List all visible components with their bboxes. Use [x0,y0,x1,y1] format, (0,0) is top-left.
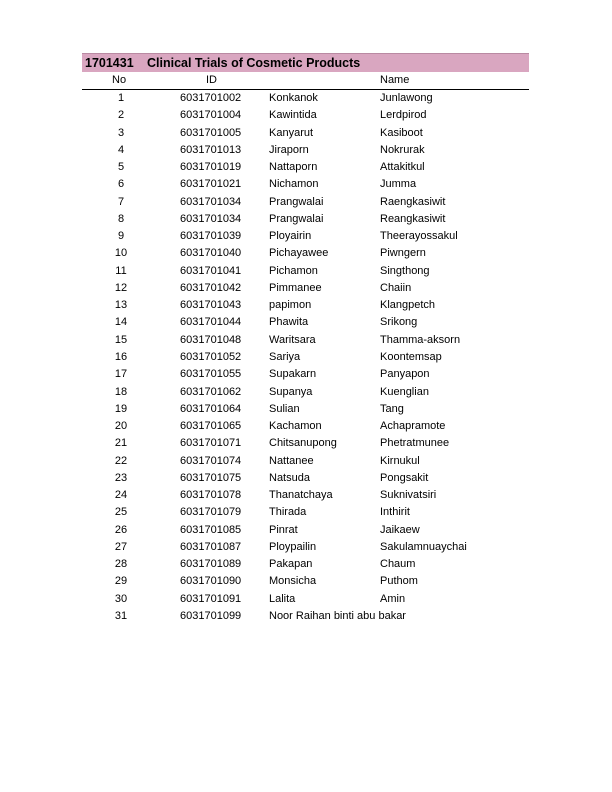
table-row [82,194,529,211]
student-id: 6031701004 [180,109,242,122]
first-name: Monsicha [269,575,317,588]
table-row [82,522,529,539]
last-name: Kuenglian [380,385,429,398]
first-name: Kawintida [269,109,317,122]
first-name: Prangwalai [269,195,324,208]
row-number: 1 [117,92,125,104]
first-name: Noor Raihan binti abu bakar [269,609,406,622]
student-id: 6031701041 [180,264,242,277]
student-id: 6031701052 [180,350,242,363]
first-name: Lalita [269,592,296,605]
row-number: 3 [117,126,125,139]
student-id: 6031701087 [180,540,242,553]
last-name: Junlawong [380,92,433,104]
last-name: Chaum [380,558,416,571]
table-row [82,332,529,349]
first-name: Phawita [269,316,309,329]
last-name: Sakulamnuaychai [380,540,467,553]
row-number: 21 [114,437,128,450]
first-name: Prangwalai [269,212,324,225]
last-name: Singthong [380,264,430,277]
last-name: Jaikaew [380,523,420,536]
first-name: Nattaporn [269,161,318,174]
last-name: Kirnukul [380,454,420,467]
student-id: 6031701002 [180,92,242,104]
student-id: 6031701071 [180,437,242,450]
first-name: Supakarn [269,368,317,381]
table-row [82,556,529,573]
last-name: Inthirit [380,506,410,519]
row-number: 20 [114,420,128,433]
student-id: 6031701065 [180,420,242,433]
table-row [82,453,529,470]
table-row [82,228,529,245]
student-id: 6031701040 [180,247,242,260]
row-number: 28 [114,558,128,571]
last-name: Pongsakit [380,471,429,484]
first-name: Kanyarut [269,126,314,139]
first-name: Nichamon [269,178,319,191]
last-name: Koontemsap [380,350,442,363]
first-name: Konkanok [269,92,318,104]
student-id: 6031701090 [180,575,242,588]
row-number: 7 [117,195,125,208]
last-name: Nokrurak [380,143,425,156]
first-name: Pimmanee [269,281,322,294]
table-row [82,487,529,504]
table-row [82,435,529,452]
table-row [82,125,529,142]
first-name: Jiraporn [269,143,309,156]
last-name: Achapramote [380,420,446,433]
first-name: Pakapan [269,558,313,571]
first-name: Supanya [269,385,313,398]
student-id: 6031701085 [180,523,242,536]
row-number: 14 [114,316,128,329]
last-name: Suknivatsiri [380,489,437,502]
table-row [82,591,529,608]
last-name: Klangpetch [380,299,436,312]
table-row [82,280,529,297]
last-name: Theerayossakul [380,230,458,243]
student-id: 6031701043 [180,299,242,312]
table-row [82,366,529,383]
row-number: 5 [117,161,125,174]
student-id: 6031701099 [180,609,242,622]
student-id: 6031701074 [180,454,242,467]
last-name: Chaiin [380,281,412,294]
first-name: Sulian [269,402,300,415]
table-row [82,263,529,280]
row-number: 19 [114,402,128,415]
table-row [82,176,529,193]
first-name: Waritsara [269,333,316,346]
first-name: Kachamon [269,420,322,433]
table-row [82,349,529,366]
last-name: Srikong [380,316,418,329]
last-name: Raengkasiwit [380,195,446,208]
row-number: 6 [117,178,125,191]
last-name: Phetratmunee [380,437,450,450]
table-row [82,418,529,435]
last-name: Thamma-aksorn [380,333,461,346]
row-number: 9 [117,230,125,243]
table-row [82,539,529,556]
table-row [82,107,529,124]
table-row [82,504,529,521]
first-name: Thanatchaya [269,489,333,502]
student-id: 6031701021 [180,178,242,191]
last-name: Attakitkul [380,161,425,174]
row-number: 30 [114,592,128,605]
student-id: 6031701044 [180,316,242,329]
student-id: 6031701089 [180,558,242,571]
last-name: Piwngern [380,247,426,260]
row-number: 18 [114,385,128,398]
row-number: 15 [114,333,128,346]
row-number: 12 [114,281,128,294]
table-row [82,314,529,331]
student-id: 6031701078 [180,489,242,502]
student-id: 6031701079 [180,506,242,519]
row-number: 26 [114,523,128,536]
student-id: 6031701055 [180,368,242,381]
table-row [82,470,529,487]
student-id: 6031701042 [180,281,242,294]
first-name: Pichamon [269,264,318,277]
student-id: 6031701034 [180,195,242,208]
last-name: Puthom [380,575,418,588]
table-header [82,72,529,90]
row-number: 13 [114,299,128,312]
student-id: 6031701062 [180,385,242,398]
student-id: 6031701005 [180,126,242,139]
first-name: Ploypailin [269,540,317,553]
student-id: 6031701075 [180,471,242,484]
table-row [82,297,529,314]
row-number: 31 [114,609,128,622]
row-number: 25 [114,506,128,519]
last-name: Amin [380,592,406,605]
table-row [82,90,529,107]
table-row [82,142,529,159]
student-id: 6031701034 [180,212,242,225]
table-row [82,159,529,176]
student-id: 6031701013 [180,143,242,156]
column-header-name: Name [380,74,410,86]
column-header-id: ID [206,74,217,86]
last-name: Tang [380,402,404,415]
row-number: 27 [114,540,128,553]
table-row [82,573,529,590]
row-number: 8 [117,212,125,225]
first-name: Thirada [269,506,307,519]
last-name: Panyapon [380,368,430,381]
row-number: 11 [115,264,127,277]
column-header-no: No [112,74,127,86]
row-number: 29 [114,575,128,588]
student-table-body [82,90,529,625]
last-name: Lerdpirod [380,109,427,122]
last-name: Jumma [380,178,417,191]
student-id: 6031701048 [180,333,242,346]
course-title-bar [82,53,529,72]
student-id: 6031701039 [180,230,242,243]
roster-sheet [82,53,529,625]
row-number: 2 [117,109,125,122]
course-title: Clinical Trials of Cosmetic Products [147,56,361,70]
student-id: 6031701091 [180,592,242,605]
first-name: Pichayawee [269,247,329,260]
student-id: 6031701019 [180,161,242,174]
table-row [82,401,529,418]
first-name: Nattanee [269,454,314,467]
first-name: papimon [269,299,312,312]
first-name: Sariya [269,350,301,363]
first-name: Ployairin [269,230,312,243]
first-name: Pinrat [269,523,298,536]
row-number: 23 [114,471,128,484]
table-row [82,245,529,262]
row-number: 16 [114,350,128,363]
row-number: 22 [114,454,128,467]
row-number: 17 [114,368,128,381]
row-number: 24 [114,489,128,502]
table-row [82,608,529,625]
first-name: Natsuda [269,471,310,484]
last-name: Reangkasiwit [380,212,446,225]
course-code: 1701431 [85,56,134,70]
table-row [82,384,529,401]
table-row [82,211,529,228]
first-name: Chitsanupong [269,437,337,450]
row-number: 10 [114,247,128,260]
last-name: Kasiboot [380,126,423,139]
student-id: 6031701064 [180,402,242,415]
row-number: 4 [117,143,125,156]
